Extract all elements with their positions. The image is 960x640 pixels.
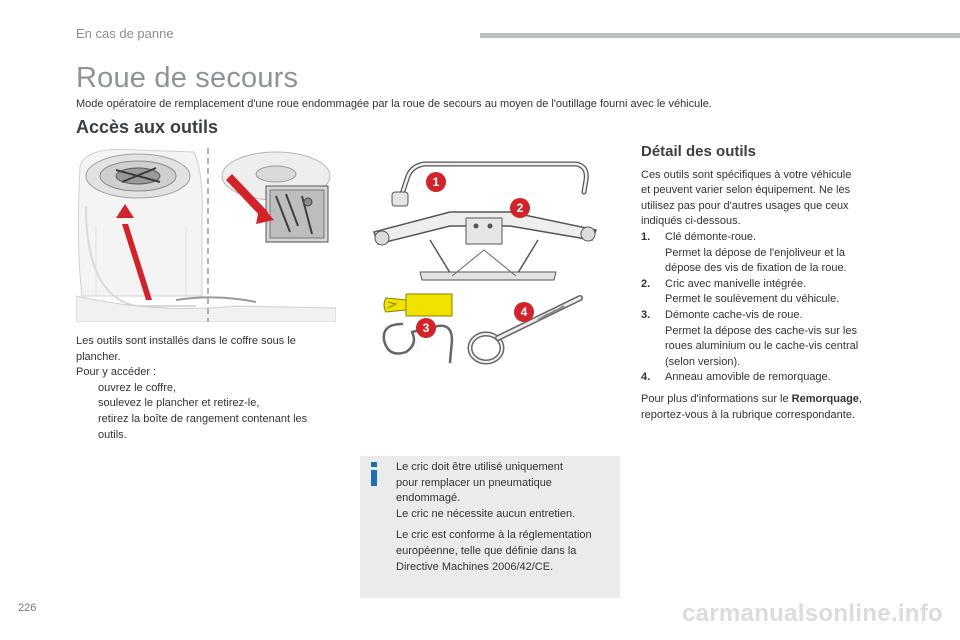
- access-text: [76, 334, 338, 443]
- tool-item-number: 1.: [641, 230, 651, 243]
- tool-item: [641, 230, 891, 277]
- trunk-photo: [76, 146, 336, 322]
- info-line: pour remplacer un pneumatique: [396, 476, 552, 489]
- bullet-glyph: [76, 396, 98, 412]
- info-line: Le cric ne nécessite aucun entretien.: [396, 507, 576, 520]
- header-section-label: En cas de panne: [76, 26, 174, 41]
- tool-item-line: Démonte cache-vis de roue.: [665, 308, 803, 321]
- tool-label-2: 2: [516, 201, 524, 215]
- tool-item: [641, 308, 891, 370]
- tool-item-line: Cric avec manivelle intégrée.: [665, 277, 807, 290]
- tool-item-line: Clé démonte-roue.: [665, 230, 757, 243]
- more-info-prefix: Pour plus d'informations sur le: [641, 392, 792, 405]
- header-bar: [480, 33, 960, 38]
- access-bullet: [76, 412, 338, 443]
- info-line: européenne, telle que définie dans la: [396, 544, 577, 557]
- bullet-glyph: [76, 381, 98, 397]
- tool-label-4: 4: [520, 305, 528, 319]
- info-line: endommagé.: [396, 492, 461, 505]
- tool-item-number: 3.: [641, 308, 651, 321]
- info-line: Le cric est conforme à la réglementation: [396, 529, 592, 542]
- bullet-text: [98, 412, 338, 443]
- tools-intro-line: utilisez pas pour d'autres usages que ceux: [641, 199, 849, 212]
- tool-item-line: Permet le soulèvement du véhicule.: [665, 293, 840, 306]
- tool-label-1: 1: [432, 175, 440, 189]
- info-text: [396, 460, 616, 575]
- tool-item-line: Permet la dépose des cache-vis sur les: [665, 324, 857, 337]
- tool-item-line: dépose des vis de fixation de la roue.: [665, 262, 847, 275]
- bullet-text-line: retirez la boîte de rangement contenant les: [98, 412, 308, 425]
- towing-link-text: Remorquage: [791, 392, 859, 405]
- watermark: carmanualsonline.info: [682, 600, 944, 627]
- page-title: Roue de secours: [76, 62, 299, 94]
- tool-item-line: (selon version).: [665, 355, 741, 368]
- tool-item-line: Anneau amovible de remorquage.: [665, 371, 831, 384]
- more-info-suffix: ,: [858, 392, 862, 405]
- info-line: Directive Machines 2006/42/CE.: [396, 560, 554, 573]
- section-title-access: Accès aux outils: [76, 117, 219, 137]
- tools-detail: [641, 144, 891, 423]
- access-line: Pour y accéder :: [76, 366, 157, 379]
- page-number: 226: [18, 602, 37, 614]
- tool-item: [641, 277, 891, 308]
- info-icon: [368, 462, 380, 486]
- section-title-tools: Détail des outils: [641, 143, 757, 160]
- tool-item-line: roues aluminium ou le cache-vis central: [665, 340, 859, 353]
- access-bullet: [76, 381, 338, 397]
- tools-intro-line: Ces outils sont spécifiques à votre véhicule: [641, 168, 852, 181]
- bullet-glyph: [76, 412, 98, 443]
- tool-item-line: Permet la dépose de l'enjoliveur et la: [665, 246, 846, 259]
- info-box: [360, 456, 620, 598]
- bullet-text: ouvrez le coffre,: [98, 381, 177, 394]
- intro-text: Mode opératoire de remplacement d'une roue endommagée par la roue de secours au moyen de l'outillage fourni avec le véhicule.: [76, 98, 712, 110]
- bullet-text-line: outils.: [98, 428, 127, 441]
- info-line: Le cric doit être utilisé uniquement: [396, 461, 563, 473]
- tool-item: [641, 370, 891, 386]
- more-info-line: reportez-vous à la rubrique correspondante.: [641, 408, 856, 421]
- tool-item-number: 2.: [641, 277, 651, 290]
- tools-intro-line: indiqués ci-dessous.: [641, 215, 741, 228]
- more-info-line: [641, 392, 891, 408]
- access-bullet: [76, 396, 338, 412]
- bullet-text: soulevez le plancher et retirez-le,: [98, 397, 260, 410]
- access-line: Les outils sont installés dans le coffre sous le: [76, 335, 296, 347]
- tool-label-3: 3: [422, 321, 430, 335]
- tools-illustration: [360, 148, 620, 378]
- access-line: plancher.: [76, 350, 121, 363]
- tools-intro-line: et peuvent varier selon équipement. Ne les: [641, 184, 851, 197]
- tool-item-number: 4.: [641, 371, 651, 384]
